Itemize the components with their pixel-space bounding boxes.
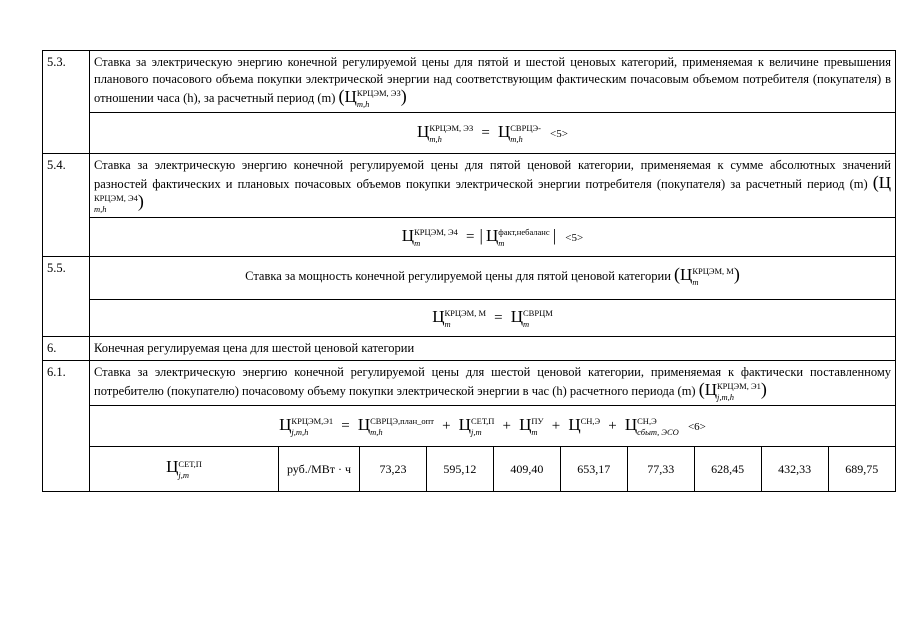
footnote-ref: <5> bbox=[550, 127, 568, 140]
value-cell: 73,23 bbox=[360, 447, 427, 491]
symbol-cell: Ц СЕТ,П j,m bbox=[166, 457, 202, 480]
row-number: 5.4. bbox=[43, 154, 90, 257]
value-cell: 409,40 bbox=[493, 447, 560, 491]
formula: Ц КРЦЭМ,Э1 j,m,h = Ц СВРЦЭ,план_опт m,h + Ц СЕТ,П j,m + Ц ПУ m + Ц СН,Э + Ц СН,Э сбыт, ЭСО <6> bbox=[90, 406, 896, 447]
values-table bbox=[90, 447, 895, 491]
row-description: Ставка за электрическую энергию конечной регулируемой цены для пятой и шестой ценовых категорий, применяемая к величине превышения планового почасового объема покупки электрической энергии над соответствующим фактическим почасовым объемом потребителя (покупателя) в отношении часа (h), за расчетный период (m) (Ц КРЦЭМ, ЭЗ m,h ) bbox=[90, 51, 896, 113]
formula-row bbox=[43, 300, 896, 337]
row-description: Ставка за электрическую энергию конечной регулируемой цены для пятой ценовой категории, применяемая к сумме абсолютных значений разностей фактических и плановых почасовых объемов покупки электрической энергии потребителя (покупателя) за расчетный период (m) (Ц КРЦЭМ, Э4 m,h ) bbox=[90, 154, 896, 218]
table-row bbox=[43, 361, 896, 406]
table-row bbox=[43, 257, 896, 300]
value-cell: 77,33 bbox=[627, 447, 694, 491]
description-text: Ставка за электрическую энергию конечной регулируемой цены для пятой ценовой категории, применяемая к сумме абсолютных значений разностей фактических и плановых почасовых объемов покупки электрической энергии потребителя (покупателя) за расчетный период (m) bbox=[94, 158, 891, 192]
formula: Ц КРЦЭМ, Э4 m = | Ц факт,небаланс m | <5> bbox=[90, 218, 896, 257]
tariff-table bbox=[42, 50, 896, 492]
row-number: 6.1. bbox=[43, 361, 90, 492]
formula: Ц КРЦЭМ, ЭЗ m,h = Ц СВРЦЭ- m,h <5> bbox=[90, 113, 896, 154]
value-cell: 432,33 bbox=[761, 447, 828, 491]
table-row bbox=[43, 154, 896, 218]
formula-row bbox=[43, 406, 896, 447]
row-description: Ставка за электрическую энергию конечной регулируемой цены для шестой ценовой категории, применяемая к фактически поставленному потребителю (покупателю) почасовому объему покупки электрической энергии в час (h) расчетного периода (m) (Ц КРЦЭМ, Э1 j,m,h ) bbox=[90, 361, 896, 406]
table-row bbox=[43, 337, 896, 361]
description-text: Ставка за мощность конечной регулируемой цены для пятой ценовой категории bbox=[245, 269, 671, 284]
row-number: 5.3. bbox=[43, 51, 90, 154]
values-cell bbox=[90, 447, 896, 492]
value-cell: 595,12 bbox=[426, 447, 493, 491]
value-cell: 653,17 bbox=[560, 447, 627, 491]
description-text: Ставка за электрическую энергию конечной регулируемой цены для пятой и шестой ценовых категорий, применяемая к величине превышения планового почасового объема покупки электрической энергии над соответствующим фактическим почасовым объемом потребителя (покупателя) в отношении часа (h), за расчетный период (m) bbox=[94, 55, 891, 105]
formula: Ц КРЦЭМ, М m = Ц СВРЦМ m bbox=[90, 300, 896, 337]
unit-cell: руб./МВт · ч bbox=[279, 447, 360, 491]
row-description: Ставка за мощность конечной регулируемой цены для пятой ценовой категории (Ц КРЦЭМ, М m ) bbox=[90, 257, 896, 300]
formula-row bbox=[43, 218, 896, 257]
description-text: Ставка за электрическую энергию конечной регулируемой цены для шестой ценовой категории, применяемая к фактически поставленному потребителю (покупателю) почасовому объему покупки электрической энергии в час (h) расчетного периода (m) bbox=[94, 365, 891, 399]
value-cell: 628,45 bbox=[694, 447, 761, 491]
value-cell: 689,75 bbox=[828, 447, 895, 491]
row-description: Конечная регулируемая цена для шестой ценовой категории bbox=[90, 337, 896, 361]
table-row bbox=[43, 51, 896, 113]
footnote-ref: <6> bbox=[687, 420, 706, 433]
data-row bbox=[43, 447, 896, 492]
formula-row bbox=[43, 113, 896, 154]
row-number: 5.5. bbox=[43, 257, 90, 337]
row-number: 6. bbox=[43, 337, 90, 361]
footnote-ref: <5> bbox=[565, 231, 584, 244]
